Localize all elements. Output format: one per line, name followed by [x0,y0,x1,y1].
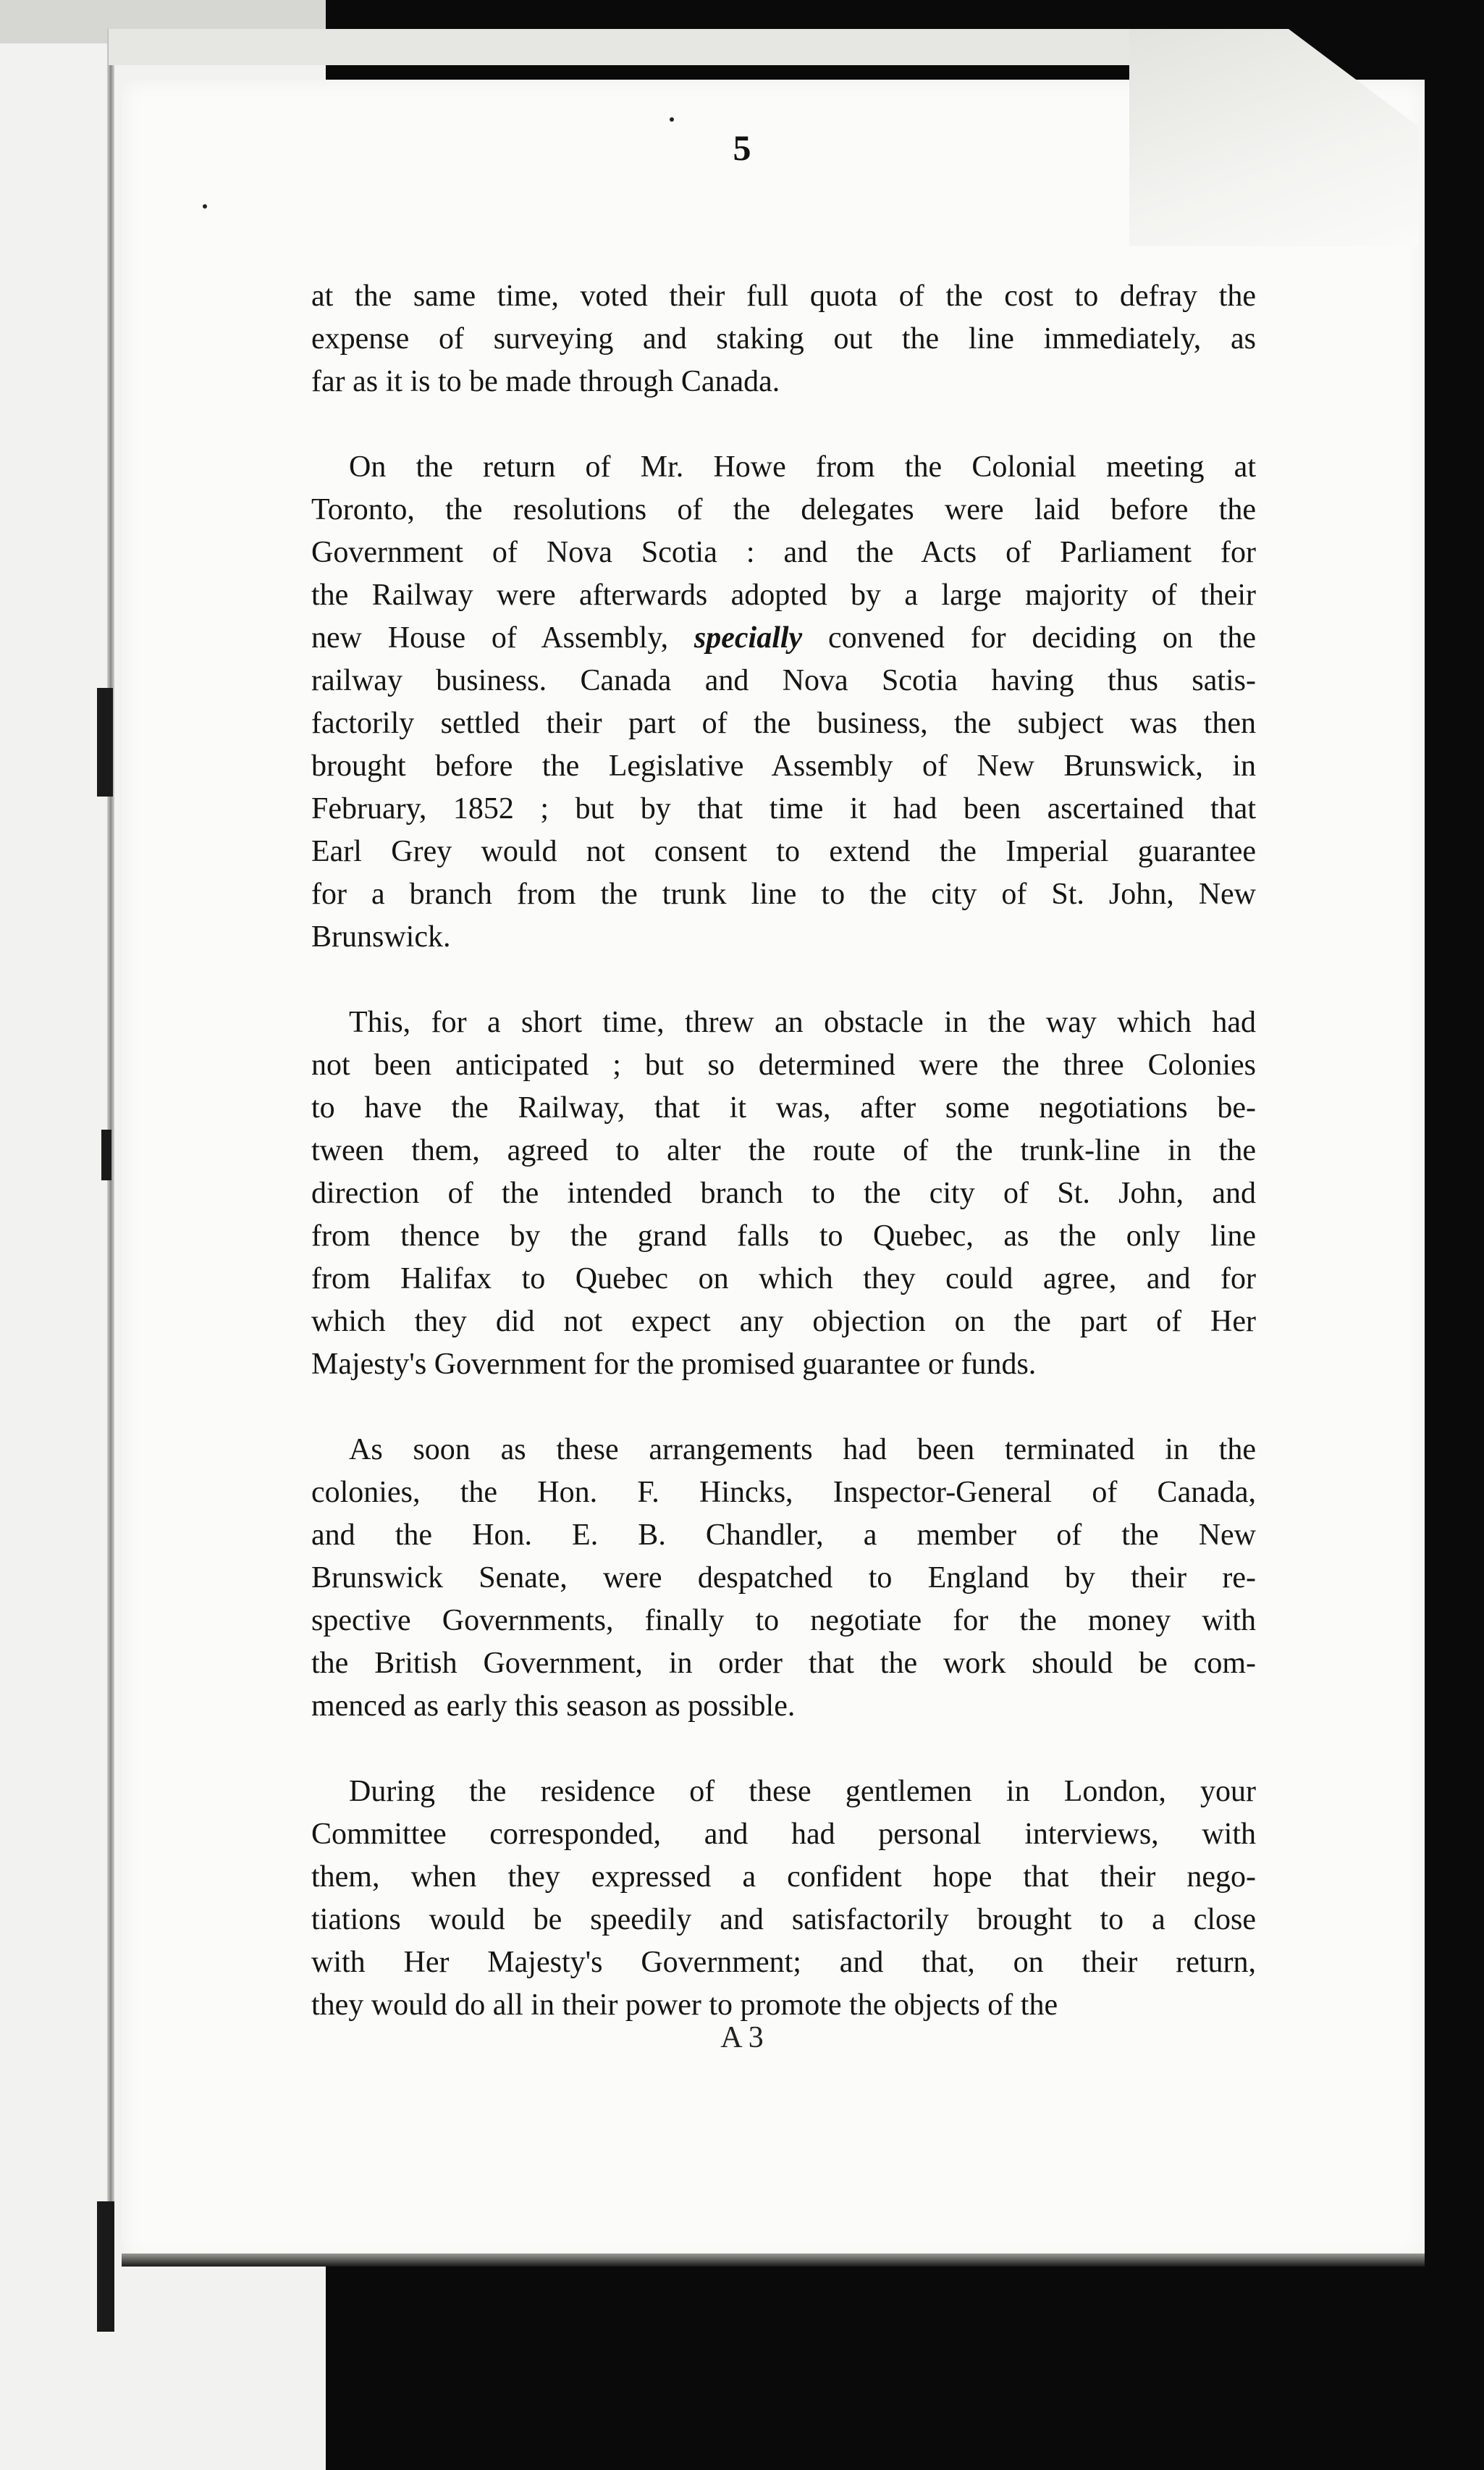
text-line: with Her Majesty's Government; and that, on their return, [311,1946,1256,1979]
text-line: railway business. Canada and Nova Scotia having thus satis- [311,664,1256,697]
page-bottom-shadow [122,2253,1425,2267]
paragraph [311,446,1256,959]
ink-speck [203,204,207,209]
text-line: expense of surveying and staking out the line immediately, as [311,322,1256,356]
text-line: direction of the intended branch to the city of St. John, and [311,1177,1256,1210]
text-line: the Railway were afterwards adopted by a large majority of their [311,579,1256,612]
paragraph [311,1770,1256,2027]
text-line: from Halifax to Quebec on which they could agree, and for [311,1262,1256,1295]
text-line: This, for a short time, threw an obstacle in the way which had [349,1006,1256,1039]
text-line: Toronto, the resolutions of the delegates were laid before the [311,493,1256,526]
text-line: for a branch from the trunk line to the city of St. John, New [311,878,1256,911]
text-line: far as it is to be made through Canada. [311,365,780,398]
page-number: 5 [733,127,751,168]
text-line: not been anticipated ; but so determined were the three Colonies [311,1049,1256,1082]
text-line: factorily settled their part of the business, the subject was then [311,707,1256,740]
text-line: spective Governments, finally to negotiate for the money with [311,1604,1256,1637]
text-line: February, 1852 ; but by that time it had been ascertained that [311,792,1256,826]
text-line: they would do all in their power to promote the objects of the [311,1988,1058,2022]
page-text [311,275,1256,2070]
text-line: which they did not expect any objection on the part of Her [311,1305,1256,1338]
binding-mark [97,688,113,797]
text-line: tiations would be speedily and satisfactorily brought to a close [311,1903,1256,1936]
binding-mark [101,1130,111,1180]
binding-mark [97,2201,114,2332]
text-line: tween them, agreed to alter the route of the trunk-line in the [311,1134,1256,1167]
text-line: Brunswick. [311,920,451,954]
text-line: the British Government, in order that the work should be com- [311,1647,1256,1680]
text-line: Committee corresponded, and had personal interviews, with [311,1818,1256,1851]
text-line: Earl Grey would not consent to extend the Imperial guarantee [311,835,1256,868]
text-line: and the Hon. E. B. Chandler, a member of the New [311,1518,1256,1552]
paragraph [311,1001,1256,1386]
signature-mark: A 3 [720,2021,764,2054]
text-line: colonies, the Hon. F. Hincks, Inspector-General of Canada, [311,1476,1256,1509]
paragraph [311,1429,1256,1728]
text-line: During the residence of these gentlemen in London, your [349,1775,1256,1808]
ink-speck [670,117,674,122]
text-line: at the same time, voted their full quota of the cost to defray the [311,280,1256,313]
text-line: them, when they expressed a confident hope that their nego- [311,1860,1256,1894]
text-line: Brunswick Senate, were despatched to England by their re- [311,1561,1256,1595]
text-line: menced as early this season as possible. [311,1689,796,1723]
text-line: As soon as these arrangements had been terminated in the [349,1433,1256,1466]
text-line: from thence by the grand falls to Quebec, as the only line [311,1219,1256,1253]
text-line: Government of Nova Scotia : and the Acts of Parliament for [311,536,1256,569]
text-line: On the return of Mr. Howe from the Colonial meeting at [349,450,1256,484]
text-line: Majesty's Government for the promised guarantee or funds. [311,1348,1037,1381]
text-line: brought before the Legislative Assembly of New Brunswick, in [311,749,1256,783]
paragraph [311,275,1256,403]
text-line: new House of Assembly, specially convened for deciding on the [311,621,1256,655]
page-top-edge [109,29,1216,65]
text-line: to have the Railway, that it was, after some negotiations be- [311,1091,1256,1125]
